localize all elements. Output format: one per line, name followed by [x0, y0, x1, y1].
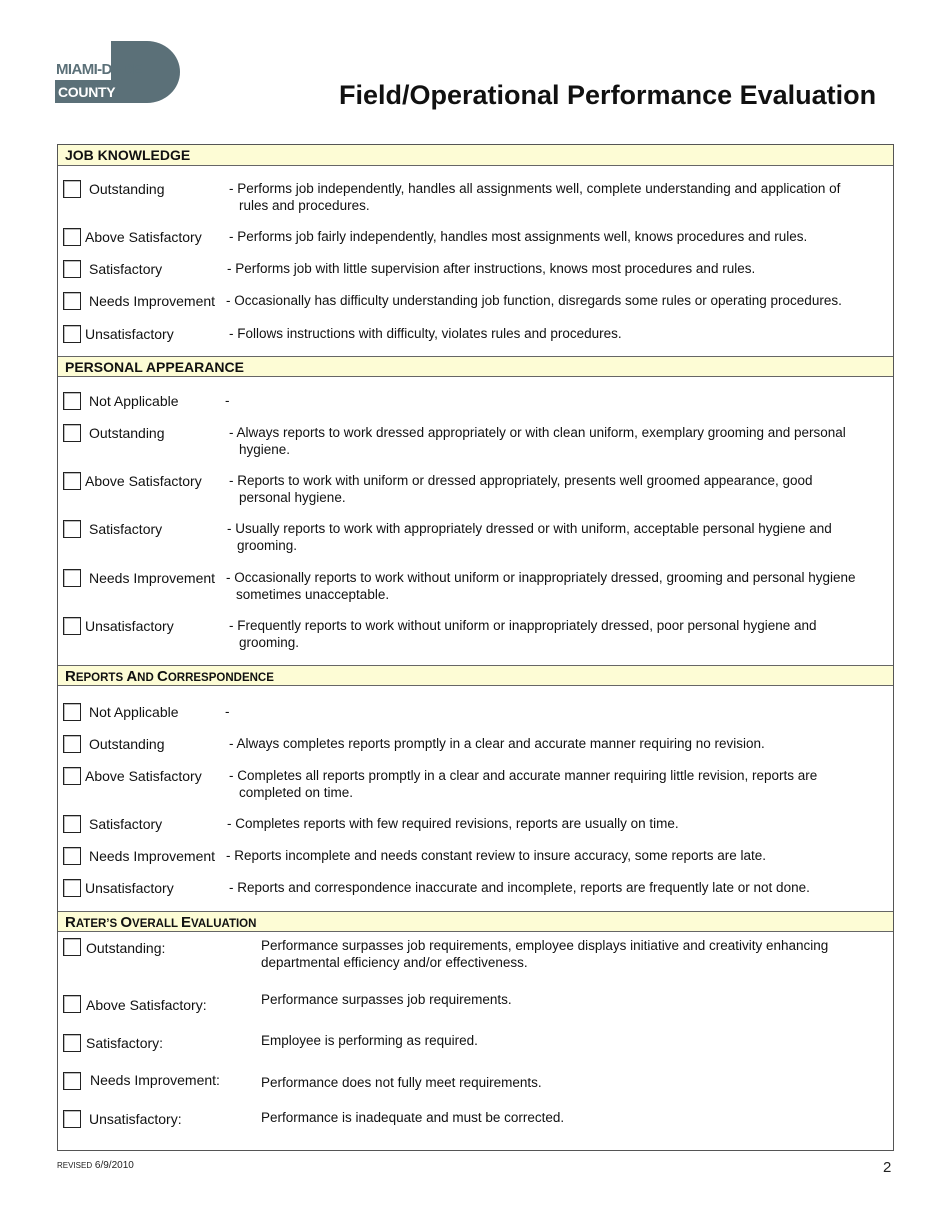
checkbox-reports-unsatisfactory[interactable] [63, 879, 81, 897]
desc-line-2: departmental efficiency and/or effectiveness. [261, 954, 528, 970]
heading-part: O [120, 914, 133, 931]
rating-label: Outstanding: [86, 940, 166, 956]
rating-description [227, 521, 887, 554]
rating-description [261, 1033, 881, 1050]
rating-label: Satisfactory: [86, 1035, 164, 1051]
rating-label: Above Satisfactory [85, 473, 202, 489]
desc-line-2: completed on time. [239, 784, 354, 800]
rating-label: Satisfactory [89, 261, 163, 277]
checkbox-appearance-satisfactory[interactable] [63, 520, 81, 538]
desc-line-2: grooming. [239, 634, 300, 650]
appearance-row-needs-improvement [58, 566, 893, 602]
page-title: Field/Operational Performance Evaluation [339, 80, 877, 110]
rating-label: Needs Improvement [89, 570, 216, 586]
desc-line-1: - Occasionally reports to work without uniform or inappropriately dressed, grooming and personal hygiene [226, 570, 856, 585]
checkbox-overall-unsatisfactory[interactable] [63, 1110, 81, 1128]
section-header-job-knowledge: JOB KNOWLEDGE [58, 145, 893, 166]
rating-description [261, 1110, 881, 1127]
desc-line-1: - Performs job independently, handles all assignments well, complete understanding and application of [229, 181, 841, 196]
rating-description [229, 880, 889, 897]
checkbox-overall-needs-improvement[interactable] [63, 1072, 81, 1090]
logo-line1: MIAMI-DADE [56, 61, 142, 78]
desc-line-1: Performance is inadequate and must be corrected. [261, 1110, 565, 1125]
overall-row-outstanding [58, 935, 893, 983]
checkbox-appearance-unsatisfactory[interactable] [63, 617, 81, 635]
reports-row-not-applicable [58, 700, 893, 732]
checkbox-reports-above-satisfactory[interactable] [63, 767, 81, 785]
job-knowledge-row-above-satisfactory [58, 225, 893, 257]
rating-description [226, 848, 891, 865]
rating-label: Unsatisfactory [85, 618, 174, 634]
reports-row-unsatisfactory [58, 876, 893, 908]
miami-dade-county-logo [55, 41, 180, 103]
rating-label: Needs Improvement [89, 293, 216, 309]
rating-description [226, 293, 891, 310]
revised-label: REVISED [57, 1161, 93, 1170]
rating-description [227, 816, 887, 833]
heading-part: EPORTS [75, 672, 127, 684]
rating-description [261, 1075, 881, 1092]
rating-label: Not Applicable [89, 704, 179, 720]
heading-part: ORRESPONDENCE [167, 672, 274, 684]
revision-note [57, 1160, 134, 1171]
desc-line-1: - Occasionally has difficulty understanding job function, disregards some rules or operating procedures. [226, 293, 842, 308]
checkbox-reports-needs-improvement[interactable] [63, 847, 81, 865]
rating-description [229, 229, 889, 246]
appearance-row-above-satisfactory [58, 469, 893, 505]
desc-line-1: Performance surpasses job requirements. [261, 992, 512, 1007]
heading-part: VALUATION [191, 918, 257, 930]
desc-line-1: - [225, 393, 230, 408]
rating-label: Not Applicable [89, 393, 179, 409]
heading-part: ND [137, 672, 157, 684]
rating-description [226, 570, 891, 603]
appearance-row-unsatisfactory [58, 614, 893, 650]
job-knowledge-row-satisfactory [58, 257, 893, 289]
rating-description [225, 704, 885, 721]
desc-line-1: - Completes reports with few required revisions, reports are usually on time. [227, 816, 679, 831]
rating-description [227, 261, 887, 278]
rating-label: Outstanding [89, 181, 165, 197]
job-knowledge-row-unsatisfactory [58, 322, 893, 354]
rating-label: Above Satisfactory: [86, 997, 207, 1013]
appearance-row-outstanding [58, 421, 893, 457]
rating-label: Above Satisfactory [85, 768, 202, 784]
rating-label: Needs Improvement [89, 848, 216, 864]
rating-label: Unsatisfactory [85, 326, 174, 342]
desc-line-1: - Performs job with little supervision after instructions, knows most procedures and rules. [227, 261, 756, 276]
heading-part: R [65, 914, 76, 931]
rating-description [229, 473, 889, 506]
rating-label: Unsatisfactory [85, 880, 174, 896]
rating-description [229, 181, 889, 214]
appearance-row-satisfactory [58, 517, 893, 553]
rating-label: Above Satisfactory [85, 229, 202, 245]
desc-line-2: hygiene. [239, 441, 291, 457]
heading-part: R [65, 668, 76, 685]
checkbox-reports-satisfactory[interactable] [63, 815, 81, 833]
desc-line-1: - Reports to work with uniform or dressed appropriately, presents well groomed appearance, good [229, 473, 813, 488]
logo-mark [55, 41, 180, 103]
desc-line-2: sometimes unacceptable. [236, 586, 390, 602]
checkbox-appearance-outstanding[interactable] [63, 424, 81, 442]
desc-line-1: - Reports incomplete and needs constant review to insure accuracy, some reports are late. [226, 848, 767, 863]
rating-label: Satisfactory [89, 816, 163, 832]
section-header-reports-and-correspondence [58, 665, 893, 686]
checkbox-overall-satisfactory[interactable] [63, 1034, 81, 1052]
desc-line-1: Performance surpasses job requirements, employee displays initiative and creativity enhancing [261, 938, 829, 953]
desc-line-2: grooming. [237, 537, 298, 553]
section-header-personal-appearance: PERSONAL APPEARANCE [58, 356, 893, 377]
overall-row-needs-improvement [58, 1069, 893, 1101]
rating-description [229, 768, 889, 801]
checkbox-appearance-not-applicable[interactable] [63, 392, 81, 410]
rating-label: Unsatisfactory: [89, 1111, 182, 1127]
desc-line-1: - Completes all reports promptly in a clear and accurate manner requiring little revision, reports are [229, 768, 818, 783]
desc-line-1: - Always reports to work dressed appropriately or with clean uniform, exemplary grooming and personal [229, 425, 846, 440]
checkbox-reports-not-applicable[interactable] [63, 703, 81, 721]
section-header-raters-overall-evaluation [58, 911, 893, 932]
checkbox-job-knowledge-unsatisfactory[interactable] [63, 325, 81, 343]
heading-part: E [181, 914, 192, 931]
page-number: 2 [883, 1159, 892, 1176]
checkbox-job-knowledge-outstanding[interactable] [63, 180, 81, 198]
checkbox-overall-outstanding[interactable] [63, 938, 81, 956]
rating-description [229, 425, 889, 458]
desc-line-1: - Performs job fairly independently, handles most assignments well, knows procedures and rules. [229, 229, 808, 244]
rating-description [229, 326, 889, 343]
heading-part: A [126, 668, 138, 685]
reports-row-needs-improvement [58, 844, 893, 876]
checkbox-reports-outstanding[interactable] [63, 735, 81, 753]
revised-date: 6/9/2010 [94, 1160, 134, 1171]
rating-description [225, 393, 885, 410]
rating-description [229, 618, 889, 651]
checkbox-job-knowledge-above-satisfactory[interactable] [63, 228, 81, 246]
checkbox-appearance-needs-improvement[interactable] [63, 569, 81, 587]
heading-part: C [156, 668, 168, 685]
overall-row-above-satisfactory [58, 992, 893, 1024]
checkbox-overall-above-satisfactory[interactable] [63, 995, 81, 1013]
reports-row-above-satisfactory [58, 764, 893, 800]
desc-line-1: - Always completes reports promptly in a clear and accurate manner requiring no revision. [229, 736, 765, 751]
reports-row-satisfactory [58, 812, 893, 844]
logo-line2: COUNTY [58, 84, 116, 100]
checkbox-appearance-above-satisfactory[interactable] [63, 472, 81, 490]
rating-label: Outstanding [89, 736, 165, 752]
desc-line-2: personal hygiene. [239, 489, 346, 505]
heading-part: ATER’S [75, 918, 121, 930]
job-knowledge-row-outstanding [58, 177, 893, 213]
reports-row-outstanding [58, 732, 893, 764]
desc-line-2: rules and procedures. [239, 197, 370, 213]
appearance-row-not-applicable [58, 389, 893, 421]
desc-line-1: Performance does not fully meet requirements. [261, 1075, 542, 1090]
heading-part: VERALL [132, 918, 182, 930]
job-knowledge-row-needs-improvement [58, 289, 893, 321]
rating-label: Satisfactory [89, 521, 163, 537]
overall-row-unsatisfactory [58, 1107, 893, 1139]
rating-label: Needs Improvement: [90, 1072, 220, 1088]
overall-row-satisfactory [58, 1031, 893, 1063]
checkbox-job-knowledge-satisfactory[interactable] [63, 260, 81, 278]
desc-line-1: - Frequently reports to work without uniform or inappropriately dressed, poor personal hygiene and [229, 618, 817, 633]
desc-line-1: - [225, 704, 230, 719]
desc-line-1: - Follows instructions with difficulty, violates rules and procedures. [229, 326, 622, 341]
desc-line-1: - Usually reports to work with appropriately dressed or with uniform, acceptable personal hygiene and [227, 521, 832, 536]
evaluation-form [57, 144, 894, 1151]
rating-description [261, 992, 881, 1009]
rating-label: Outstanding [89, 425, 165, 441]
desc-line-1: Employee is performing as required. [261, 1033, 478, 1048]
desc-line-1: - Reports and correspondence inaccurate and incomplete, reports are frequently late or not done. [229, 880, 810, 895]
rating-description [229, 736, 889, 753]
rating-description [261, 938, 881, 971]
checkbox-job-knowledge-needs-improvement[interactable] [63, 292, 81, 310]
